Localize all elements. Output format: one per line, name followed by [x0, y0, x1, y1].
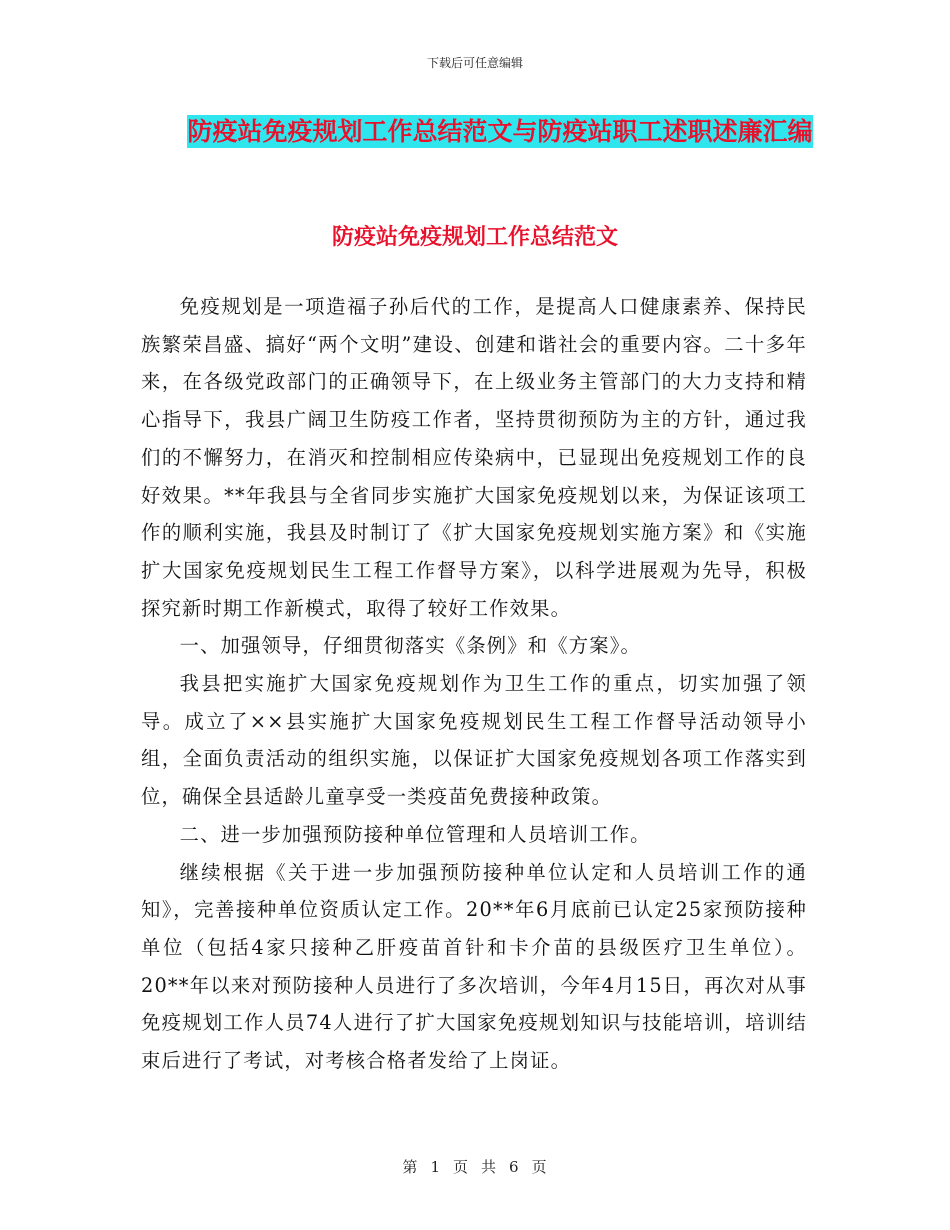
paragraph: 二、进一步加强预防接种单位管理和人员培训工作。	[179, 822, 651, 846]
total-page-number: 6	[509, 1158, 520, 1176]
page-footer	[0, 1156, 950, 1177]
paragraph: 我县把实施扩大国家免疫规划作为卫生工作的重点，切实加强了领导。成立了××县实施扩大国家免疫规划民生工程工作督导活动领导小组，全面负责活动的组织实施，以保证扩大国家免疫规划各项工作落实到位，确保全县适龄儿童享受一类疫苗免费接种政策。	[141, 672, 807, 809]
header-note: 下载后可任意编辑	[426, 56, 523, 70]
footer-suffix: 页	[531, 1158, 548, 1176]
paragraph: 免疫规划是一项造福子孙后代的工作，是提高人口健康素养、保持民族繁荣昌盛、搞好“两个文明”建设、创建和谐社会的重要内容。二十多年来，在各级党政部门的正确领导下，在上级业务主管部门的大力支持和精心指导下，我县广阔卫生防疫工作者，坚持贯彻预防为主的方针，通过我们的不懈努力，在消灭和控制相应传染病中，已显现出免疫规划工作的良好效果。**年我县与全省同步实施扩大国家免疫规划以来，为保证该项工作的顺利实施，我县及时制订了《扩大国家免疫规划实施方案》和《实施扩大国家免疫规划民生工程工作督导方案》，以科学进展观为先导，积极探究新时期工作新模式，取得了较好工作效果。	[141, 295, 807, 620]
document-body	[141, 288, 807, 1080]
paragraph: 继续根据《关于进一步加强预防接种单位认定和人员培训工作的通知》，完善接种单位资质认定工作。20**年6月底前已认定25家预防接种单位（包括4家只接种乙肝疫苗首针和卡介苗的县级医疗卫生单位）。20**年以来对预防接种人员进行了多次培训，今年4月15日，再次对从事免疫规划工作人员74人进行了扩大国家免疫规划知识与技能培训，培训结束后进行了考试，对考核合格者发给了上岗证。	[141, 860, 807, 1073]
footer-total-word: 共	[481, 1158, 498, 1176]
footer-prefix: 第	[402, 1158, 419, 1176]
current-page-number: 1	[430, 1158, 441, 1176]
footer-page-word: 页	[452, 1158, 469, 1176]
section-title: 防疫站免疫规划工作总结范文	[331, 224, 618, 250]
document-title	[140, 108, 860, 155]
paragraph: 一、加强领导，仔细贯彻落实《条例》和《方案》。	[179, 634, 642, 658]
document-title-text: 防疫站免疫规划工作总结范文与防疫站职工述职述廉汇编	[187, 117, 813, 146]
